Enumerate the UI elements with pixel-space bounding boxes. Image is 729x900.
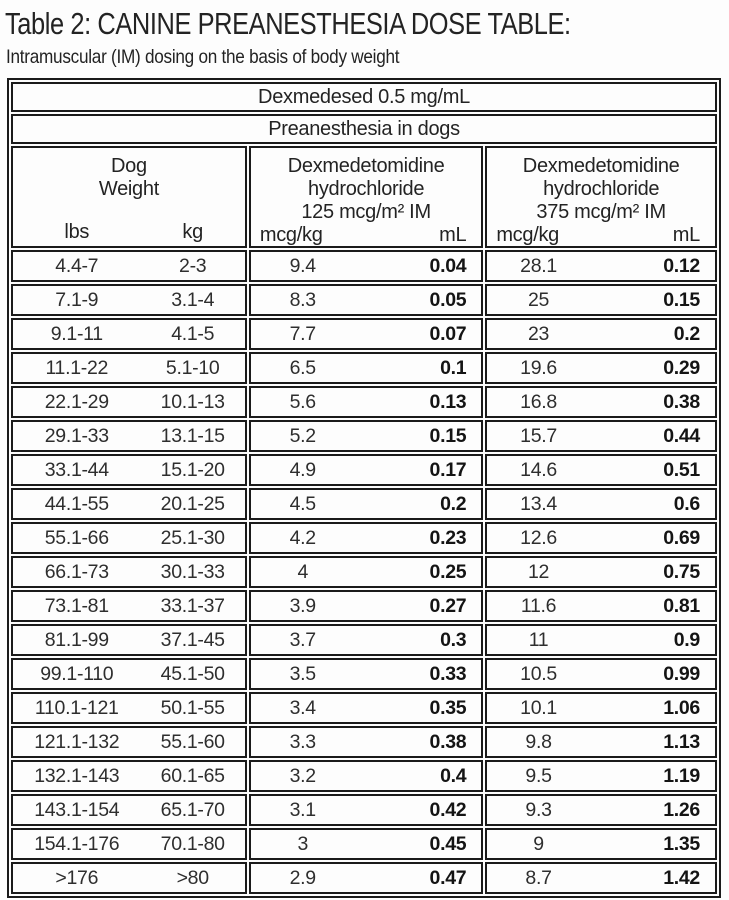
mcg-per-kg-value: 4.9 [289,458,316,481]
cell-content [13,799,245,822]
cell-content [487,629,715,652]
lbs-value: 22.1-29 [44,390,109,413]
cell-content [487,731,715,754]
cell-content [487,833,715,856]
kg-value: 4.1-5 [171,322,215,345]
dose-cell [485,386,717,418]
kg-value: 55.1-60 [160,730,225,753]
kg-value: 65.1-70 [160,798,225,821]
dose-cell [485,658,717,690]
table-row [11,352,717,384]
mcg-per-kg-value: 14.6 [520,458,557,481]
mcg-per-kg-value: 15.7 [520,424,557,447]
lbs-value: 154.1-176 [34,832,120,855]
cell-content [251,867,481,890]
table-row [11,590,717,622]
weight-cell [11,794,247,826]
lbs-value: 121.1-132 [34,730,120,753]
ml-value: 0.75 [663,560,700,583]
product-banner: Dexmedesed 0.5 mg/mL [11,82,717,112]
cell-content [251,289,481,312]
mcg-per-kg-value: 8.7 [525,866,552,889]
kg-value: 37.1-45 [160,628,225,651]
mcg-per-kg-value: 4 [297,560,308,583]
kg-value: 5.1-10 [165,356,220,379]
cell-content [251,697,481,720]
cell-content [251,391,481,414]
cell-content [13,561,245,584]
cell-content [13,493,245,516]
table-row [11,386,717,418]
ml-value: 0.07 [429,322,467,345]
mcg-per-kg-value: 5.2 [289,424,316,447]
dose-cell [485,862,717,894]
ml-value: 0.23 [429,526,467,549]
column-header-row [11,146,717,248]
cell-content [13,459,245,482]
unit-label-mcg-kg: mcg/kg [496,224,559,246]
page-subtitle [6,46,729,69]
cell-content [13,527,245,550]
cell-content [13,255,245,278]
dose-cell [485,794,717,826]
ml-value: 0.38 [663,390,700,413]
dose-cell [485,692,717,724]
kg-value: 60.1-65 [160,764,225,787]
ml-value: 0.12 [663,254,700,277]
kg-value: 70.1-80 [160,832,225,855]
weight-cell [11,556,247,588]
ml-value: 0.05 [429,288,467,311]
mcg-per-kg-value: 6.5 [289,356,316,379]
mcg-per-kg-value: 3.9 [289,594,316,617]
ml-value: 0.81 [663,594,700,617]
cell-content [251,357,481,380]
mcg-per-kg-value: 8.3 [289,288,316,311]
dose-cell [249,352,483,384]
unit-label-row [487,224,715,246]
cell-content [13,833,245,856]
mcg-per-kg-value: 19.6 [520,356,557,379]
page-title-text: Table 2: CANINE PREANESTHESIA DOSE TABLE: [5,6,571,41]
dose-cell [249,284,483,316]
table-row [11,284,717,316]
table-row [11,250,717,282]
cell-content [13,425,245,448]
page-title [5,6,729,42]
dose-cell [485,488,717,520]
mcg-per-kg-value: 3 [297,832,308,855]
cell-content [251,459,481,482]
lbs-value: 44.1-55 [44,492,109,515]
dose-cell [485,318,717,350]
dose-cell [485,726,717,758]
mcg-per-kg-value: 11.6 [520,594,557,617]
ml-value: 0.17 [429,458,467,481]
dose-table [7,78,721,898]
mcg-per-kg-value: 9.5 [525,764,552,787]
cell-content [487,697,715,720]
dose-cell [249,488,483,520]
lbs-value: 29.1-33 [44,424,109,447]
dose-cell [249,794,483,826]
column-group-title-line: Weight [98,178,159,200]
column-group-title-line: hydrochloride [308,178,425,200]
kg-value: 13.1-15 [160,424,225,447]
dose-cell [249,522,483,554]
weight-cell [11,828,247,860]
mcg-per-kg-value: 3.2 [289,764,316,787]
table-row [11,420,717,452]
unit-label-mcg-kg: mcg/kg [259,224,323,246]
dose-cell [485,624,717,656]
table-row [11,318,717,350]
mcg-per-kg-value: 3.4 [289,696,316,719]
dose-cell [485,556,717,588]
unit-label-ml: mL [439,224,467,246]
cell-content [487,765,715,788]
cell-content [251,799,481,822]
ml-value: 0.2 [673,322,700,345]
weight-cell [11,522,247,554]
lbs-value: 9.1-11 [50,322,103,345]
cell-content [487,663,715,686]
cell-content [487,289,715,312]
unit-label-row [13,221,245,243]
lbs-value: 110.1-121 [34,696,119,719]
table-row [11,454,717,486]
dose-cell [249,420,483,452]
cell-content [487,357,715,380]
ml-value: 0.2 [440,492,467,515]
cell-content [487,459,715,482]
weight-cell [11,726,247,758]
cell-content [251,731,481,754]
cell-content [251,561,481,584]
cell-content [13,629,245,652]
cell-content [13,697,245,720]
column-group-header-dose-1 [249,146,483,248]
cell-content [13,595,245,618]
mcg-per-kg-value: 5.6 [289,390,316,413]
column-group-title-line: hydrochloride [543,178,660,200]
dose-cell [485,284,717,316]
weight-cell [11,488,247,520]
mcg-per-kg-value: 12 [527,560,550,583]
lbs-value: 33.1-44 [44,458,109,481]
lbs-value: 81.1-99 [44,628,109,651]
table-row [11,522,717,554]
dose-cell [485,522,717,554]
indication-banner: Preanesthesia in dogs [11,114,717,144]
kg-value: 10.1-13 [160,390,225,413]
table-row [11,658,717,690]
ml-value: 0.33 [429,662,467,685]
mcg-per-kg-value: 9 [533,832,544,855]
column-group-header-content [13,148,245,246]
dose-cell [249,624,483,656]
table-row [11,692,717,724]
cell-content [487,799,715,822]
mcg-per-kg-value: 13.4 [520,492,557,515]
lbs-value: 11.1-22 [45,356,109,379]
mcg-per-kg-value: 4.5 [289,492,316,515]
product-banner-row [11,82,717,112]
mcg-per-kg-value: 3.3 [289,730,316,753]
dose-cell [249,250,483,282]
cell-content [251,663,481,686]
ml-value: 0.51 [663,458,700,481]
mcg-per-kg-value: 9.4 [289,254,316,277]
mcg-per-kg-value: 9.8 [525,730,552,753]
cell-content [13,357,245,380]
kg-value: 3.1-4 [171,288,215,311]
unit-label-kg: kg [182,221,203,243]
ml-value: 1.35 [663,832,700,855]
column-group-header-content [251,148,481,246]
kg-value: 25.1-30 [160,526,225,549]
mcg-per-kg-value: 16.8 [520,390,557,413]
cell-content [13,731,245,754]
mcg-per-kg-value: 11 [528,628,549,651]
cell-content [251,527,481,550]
cell-content [13,663,245,686]
mcg-per-kg-value: 2.9 [289,866,316,889]
dose-cell [249,862,483,894]
mcg-per-kg-value: 28.1 [520,254,557,277]
cell-content [487,255,715,278]
lbs-value: 4.4-7 [55,254,99,277]
weight-cell [11,284,247,316]
ml-value: 0.44 [663,424,700,447]
unit-label-row [251,224,481,246]
mcg-per-kg-value: 3.7 [289,628,316,651]
dose-cell [249,692,483,724]
lbs-value: 132.1-143 [34,764,120,787]
cell-content [251,255,481,278]
kg-value: 2-3 [179,254,207,277]
dose-cell [485,454,717,486]
dose-table-body [11,82,717,894]
cell-content [487,493,715,516]
mcg-per-kg-value: 3.1 [289,798,316,821]
cell-content [13,323,245,346]
weight-cell [11,692,247,724]
dose-cell [485,420,717,452]
dose-cell [249,556,483,588]
lbs-value: 66.1-73 [44,560,109,583]
kg-value: 30.1-33 [160,560,225,583]
dose-cell [249,590,483,622]
ml-value: 0.15 [429,424,467,447]
weight-cell [11,590,247,622]
column-group-title-line: Dexmedetomidine [522,155,680,177]
table-row [11,726,717,758]
weight-cell [11,624,247,656]
page-subtitle-text: Intramuscular (IM) dosing on the basis of body weight [6,46,400,68]
dose-cell [249,386,483,418]
kg-value: 33.1-37 [160,594,225,617]
unit-label-lbs: lbs [64,221,90,243]
column-group-header-content [487,148,715,246]
ml-value: 1.26 [663,798,700,821]
dose-cell [485,250,717,282]
column-group-header-weight [11,146,247,248]
ml-value: 0.04 [429,254,467,277]
indication-banner-row [11,114,717,144]
table-row [11,488,717,520]
mcg-per-kg-value: 10.5 [520,662,557,685]
weight-cell [11,420,247,452]
cell-content [487,595,715,618]
weight-cell [11,454,247,486]
column-group-header-dose-2 [485,146,717,248]
cell-content [487,323,715,346]
lbs-value: 7.1-9 [55,288,99,311]
cell-content [487,867,715,890]
column-group-title-line: 375 mcg/m² IM [536,201,666,223]
table-row [11,556,717,588]
ml-value: 1.19 [663,764,700,787]
dose-cell [249,726,483,758]
dose-cell [249,760,483,792]
column-group-title [487,155,715,224]
lbs-value: 143.1-154 [34,798,120,821]
cell-content [251,833,481,856]
mcg-per-kg-value: 7.7 [289,322,316,345]
kg-value: 15.1-20 [160,458,225,481]
weight-cell [11,250,247,282]
dose-cell [249,454,483,486]
mcg-per-kg-value: 25 [527,288,550,311]
cell-content [251,765,481,788]
cell-content [487,391,715,414]
ml-value: 0.38 [429,730,467,753]
weight-cell [11,386,247,418]
ml-value: 0.25 [429,560,467,583]
ml-value: 0.29 [663,356,700,379]
table-row [11,760,717,792]
cell-content [13,391,245,414]
ml-value: 0.45 [429,832,467,855]
dose-cell [249,318,483,350]
lbs-value: 73.1-81 [44,594,109,617]
cell-content [13,289,245,312]
lbs-value: >176 [55,866,99,889]
cell-content [13,765,245,788]
table-row [11,862,717,894]
mcg-per-kg-value: 12.6 [520,526,557,549]
cell-content [487,561,715,584]
ml-value: 0.1 [440,356,467,379]
kg-value: 20.1-25 [160,492,225,515]
dose-cell [485,760,717,792]
table-row [11,624,717,656]
ml-value: 0.27 [429,594,467,617]
kg-value: 45.1-50 [160,662,225,685]
cell-content [251,323,481,346]
cell-content [13,867,245,890]
ml-value: 1.06 [663,696,700,719]
weight-cell [11,658,247,690]
weight-cell [11,862,247,894]
cell-content [251,629,481,652]
ml-value: 0.4 [440,764,467,787]
dose-cell [249,828,483,860]
ml-value: 0.35 [429,696,467,719]
ml-value: 0.13 [429,390,467,413]
ml-value: 1.42 [663,866,700,889]
ml-value: 0.47 [429,866,467,889]
column-group-title [251,155,481,224]
mcg-per-kg-value: 9.3 [525,798,552,821]
mcg-per-kg-value: 10.1 [520,696,557,719]
weight-cell [11,318,247,350]
ml-value: 0.6 [673,492,700,515]
cell-content [487,425,715,448]
weight-cell [11,352,247,384]
mcg-per-kg-value: 3.5 [289,662,316,685]
kg-value: 50.1-55 [160,696,225,719]
ml-value: 0.15 [663,288,700,311]
cell-content [487,527,715,550]
ml-value: 0.42 [429,798,467,821]
lbs-value: 55.1-66 [44,526,109,549]
table-row [11,828,717,860]
kg-value: >80 [176,866,209,889]
ml-value: 0.9 [673,628,700,651]
mcg-per-kg-value: 23 [527,322,550,345]
dose-cell [485,828,717,860]
mcg-per-kg-value: 4.2 [289,526,316,549]
ml-value: 0.69 [663,526,700,549]
ml-value: 1.13 [663,730,700,753]
column-group-title-line: Dexmedetomidine [287,155,445,177]
column-group-title-line: 125 mcg/m² IM [301,201,431,223]
table-row [11,794,717,826]
cell-content [251,493,481,516]
ml-value: 0.99 [663,662,700,685]
weight-cell [11,760,247,792]
unit-label-ml: mL [672,224,700,246]
cell-content [251,425,481,448]
column-group-title [13,155,245,201]
dose-cell [485,590,717,622]
cell-content [251,595,481,618]
dose-cell [249,658,483,690]
dose-cell [485,352,717,384]
column-group-title-line: Dog [111,155,147,177]
lbs-value: 99.1-110 [40,662,114,685]
ml-value: 0.3 [440,628,467,651]
